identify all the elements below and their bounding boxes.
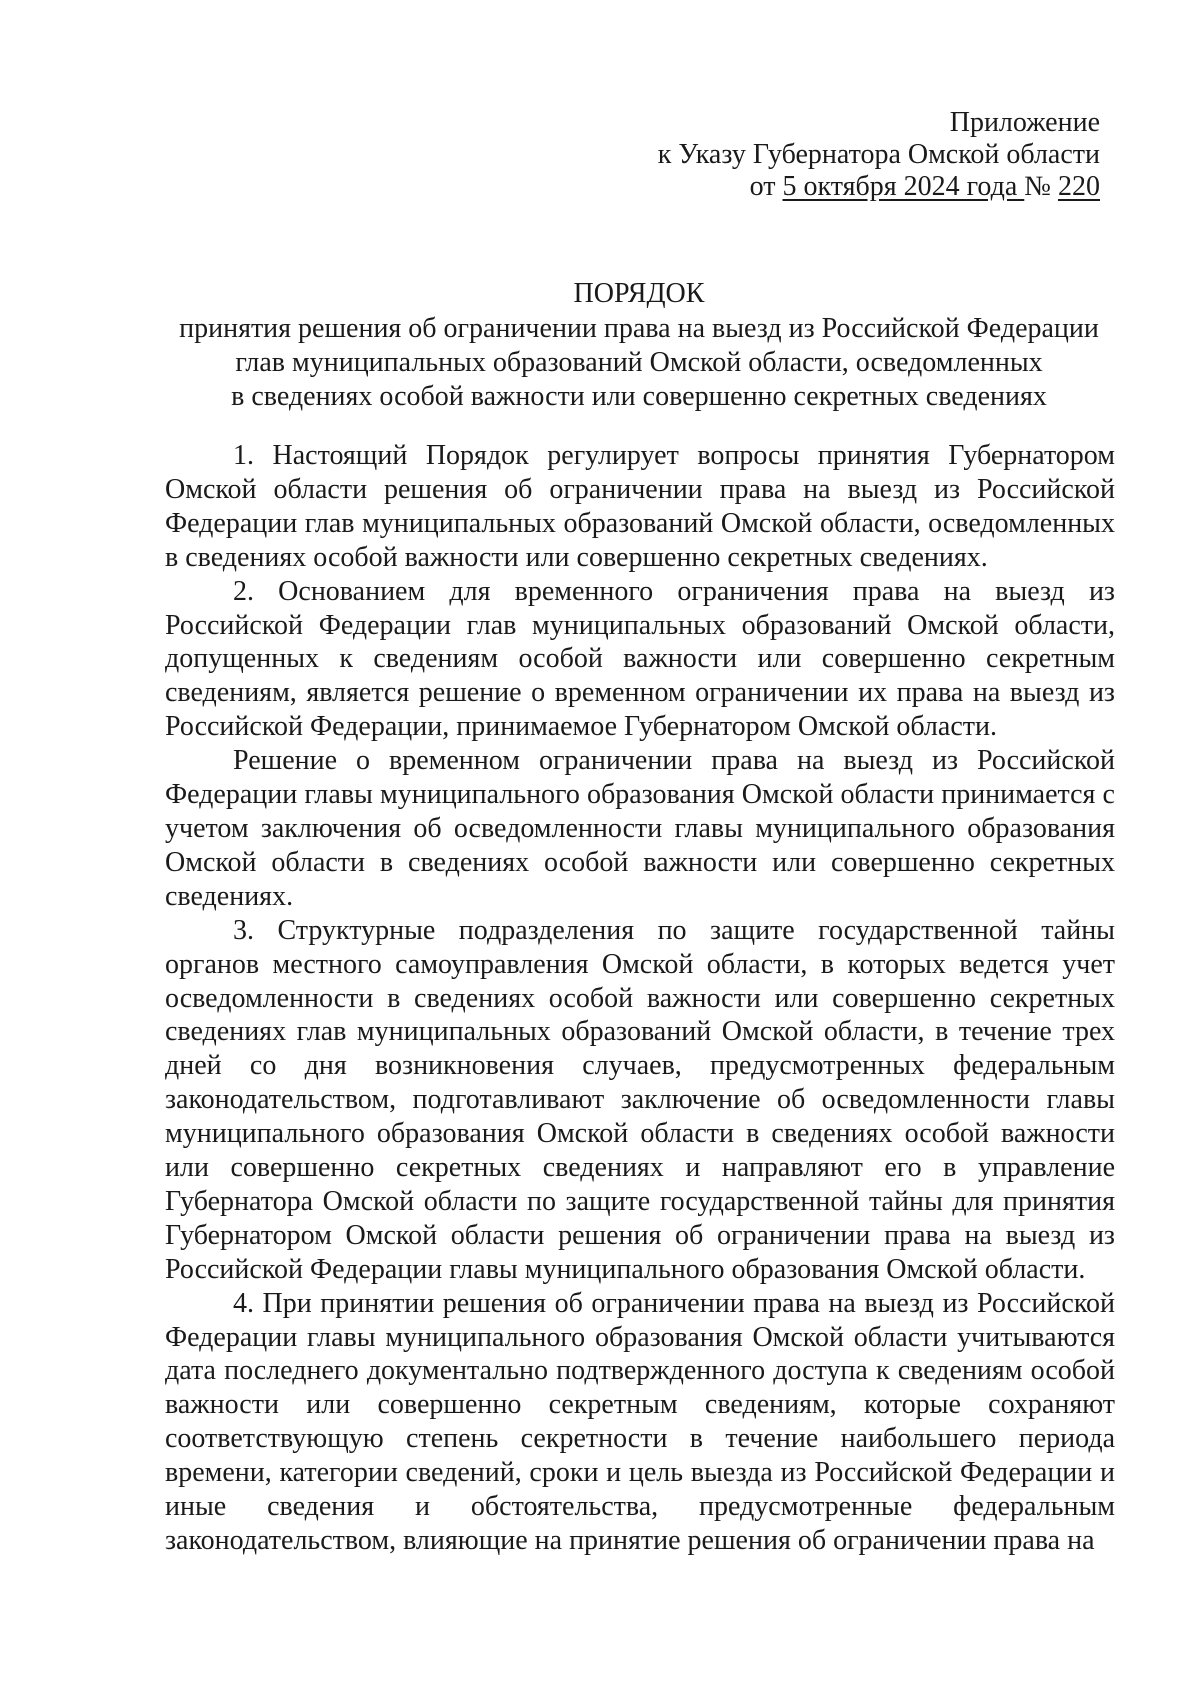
document-subtitle [160, 312, 1118, 414]
document-body [165, 439, 1115, 1558]
appendix-header [658, 107, 1100, 203]
paragraph-2-continued: Решение о временном ограничении права на выезд из Российской Федерации главы муниципального образования Омской области принимается с учетом заключения об осведомленности главы муниципального образования Омской области в сведениях особой важности или совершенно секретных сведениях. [165, 745, 1115, 912]
subtitle-line-2: глав муниципальных образований Омской области, осведомленных [235, 347, 1043, 378]
subtitle-line-3: в сведениях особой важности или совершенно секретных сведениях [231, 381, 1047, 412]
paragraph-3: 3. Структурные подразделения по защите государственной тайны органов местного самоуправления Омской области, в которых ведется учет осведомленности в сведениях особой важности или совершенно секретных сведениях глав муниципальных образований Омской области, в течение трех дней со дня возникновения случаев, предусмотренных федеральным законодательством, подготавливают заключение об осведомленности главы муниципального образования Омской области в сведениях особой важности или совершенно секретных сведениях и направляют его в управление Губернатора Омской области по защите государственной тайны для принятия Губернатором Омской области решения об ограничении права на выезд из Российской Федерации главы муниципального образования Омской области. [165, 914, 1115, 1285]
decree-date-prefix: от [749, 171, 783, 202]
subtitle-line-1: принятия решения об ограничении права на выезд из Российской Федерации [179, 313, 1099, 344]
decree-date-line [658, 171, 1100, 203]
appendix-label: Приложение [949, 107, 1100, 138]
decree-number-sign: № [1024, 171, 1058, 202]
paragraph-2: 2. Основанием для временного ограничения права на выезд из Российской Федерации глав муниципальных образований Омской области, допущенных к сведениям особой важности или совершенно секретным сведениям, является решение о временном ограничении их права на выезд из Российской Федерации, принимаемое Губернатором Омской области. [165, 575, 1115, 743]
paragraph-1: 1. Настоящий Порядок регулирует вопросы принятия Губернатором Омской области решения об ограничении права на выезд из Российской Федерации глав муниципальных образований Омской области, осведомленных в сведениях особой важности или совершенно секретных сведениях. [165, 440, 1115, 573]
decree-date: 5 октября 2024 года [782, 171, 1025, 202]
decree-reference: к Указу Губернатора Омской области [657, 139, 1100, 170]
decree-number: 220 [1058, 171, 1100, 202]
paragraph-4: 4. При принятии решения об ограничении права на выезд из Российской Федерации главы муниципального образования Омской области учитываются дата последнего документально подтвержденного доступа к сведениям особой важности или совершенно секретным сведениям, которые сохраняют соответствующую степень секретности в течение наибольшего периода времени, категории сведений, сроки и цель выезда из Российской Федерации и иные сведения и обстоятельства, предусмотренные федеральным законодательством, влияющие на принятие решения об ограничении права на [165, 1287, 1115, 1556]
document-title: ПОРЯДОК [573, 278, 705, 309]
